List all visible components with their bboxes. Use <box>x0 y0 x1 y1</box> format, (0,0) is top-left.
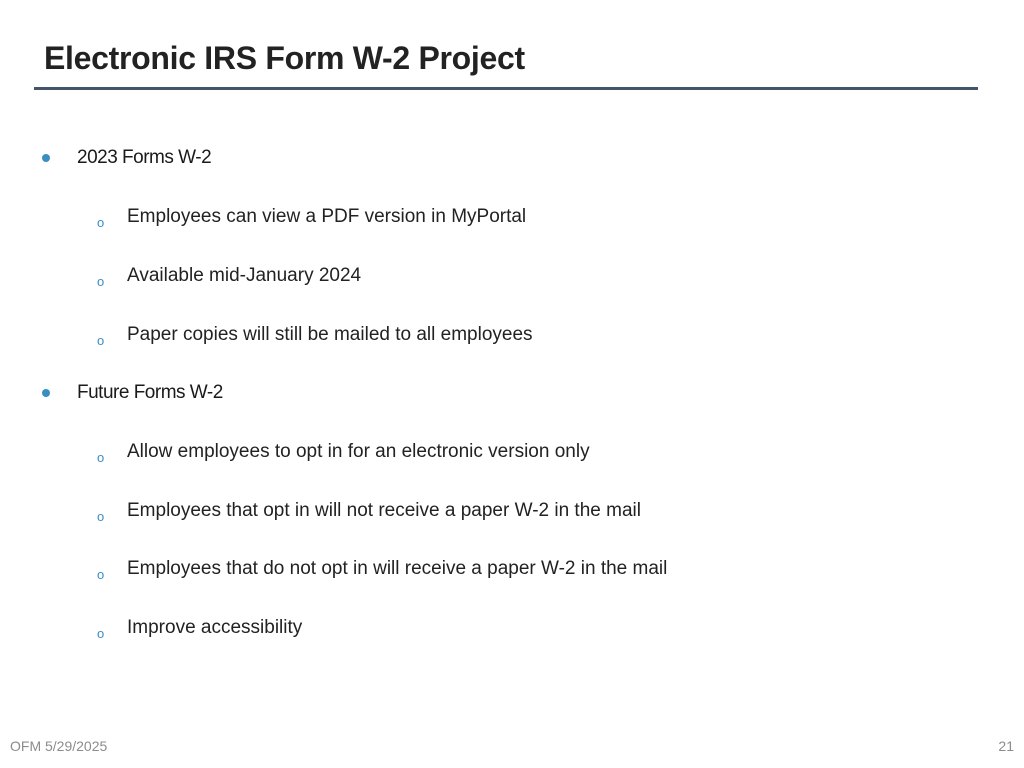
sub-bullet-item <box>0 615 1024 645</box>
sub-bullet-circle-icon: o <box>97 509 105 524</box>
footer-date: OFM 5/29/2025 <box>10 738 108 754</box>
sub-bullet-circle-icon: o <box>97 450 105 465</box>
sub-bullet-label: Improve accessibility <box>127 617 303 638</box>
bullet-label: Future Forms W-2 <box>77 382 223 403</box>
sub-bullet-item <box>0 498 1024 528</box>
slide-title: Electronic IRS Form W-2 Project <box>44 40 525 76</box>
bullet-dot-icon <box>42 154 50 162</box>
sub-bullet-item <box>0 556 1024 586</box>
sub-bullet-item <box>0 322 1024 352</box>
sub-bullet-label: Employees that do not opt in will receive a paper W-2 in the mail <box>127 558 668 579</box>
sub-bullet-label: Allow employees to opt in for an electronic version only <box>127 441 590 462</box>
sub-bullet-item <box>0 439 1024 469</box>
sub-bullet-circle-icon: o <box>97 626 105 641</box>
sub-bullet-circle-icon: o <box>97 274 105 289</box>
sub-bullet-label: Employees that opt in will not receive a paper W-2 in the mail <box>127 500 641 521</box>
sub-bullet-item <box>0 263 1024 293</box>
bullet-label: 2023 Forms W-2 <box>77 147 212 168</box>
sub-bullet-circle-icon: o <box>97 333 105 348</box>
sub-bullet-circle-icon: o <box>97 567 105 582</box>
page-number: 21 <box>998 738 1014 754</box>
sub-bullet-label: Employees can view a PDF version in MyPortal <box>127 206 527 227</box>
sub-bullet-circle-icon: o <box>97 215 105 230</box>
bullet-item <box>0 380 1024 410</box>
bullet-dot-icon <box>42 389 50 397</box>
bullet-item <box>0 145 1024 175</box>
sub-bullet-label: Available mid-January 2024 <box>127 265 362 286</box>
sub-bullet-label: Paper copies will still be mailed to all employees <box>127 324 533 345</box>
sub-bullet-item <box>0 204 1024 234</box>
